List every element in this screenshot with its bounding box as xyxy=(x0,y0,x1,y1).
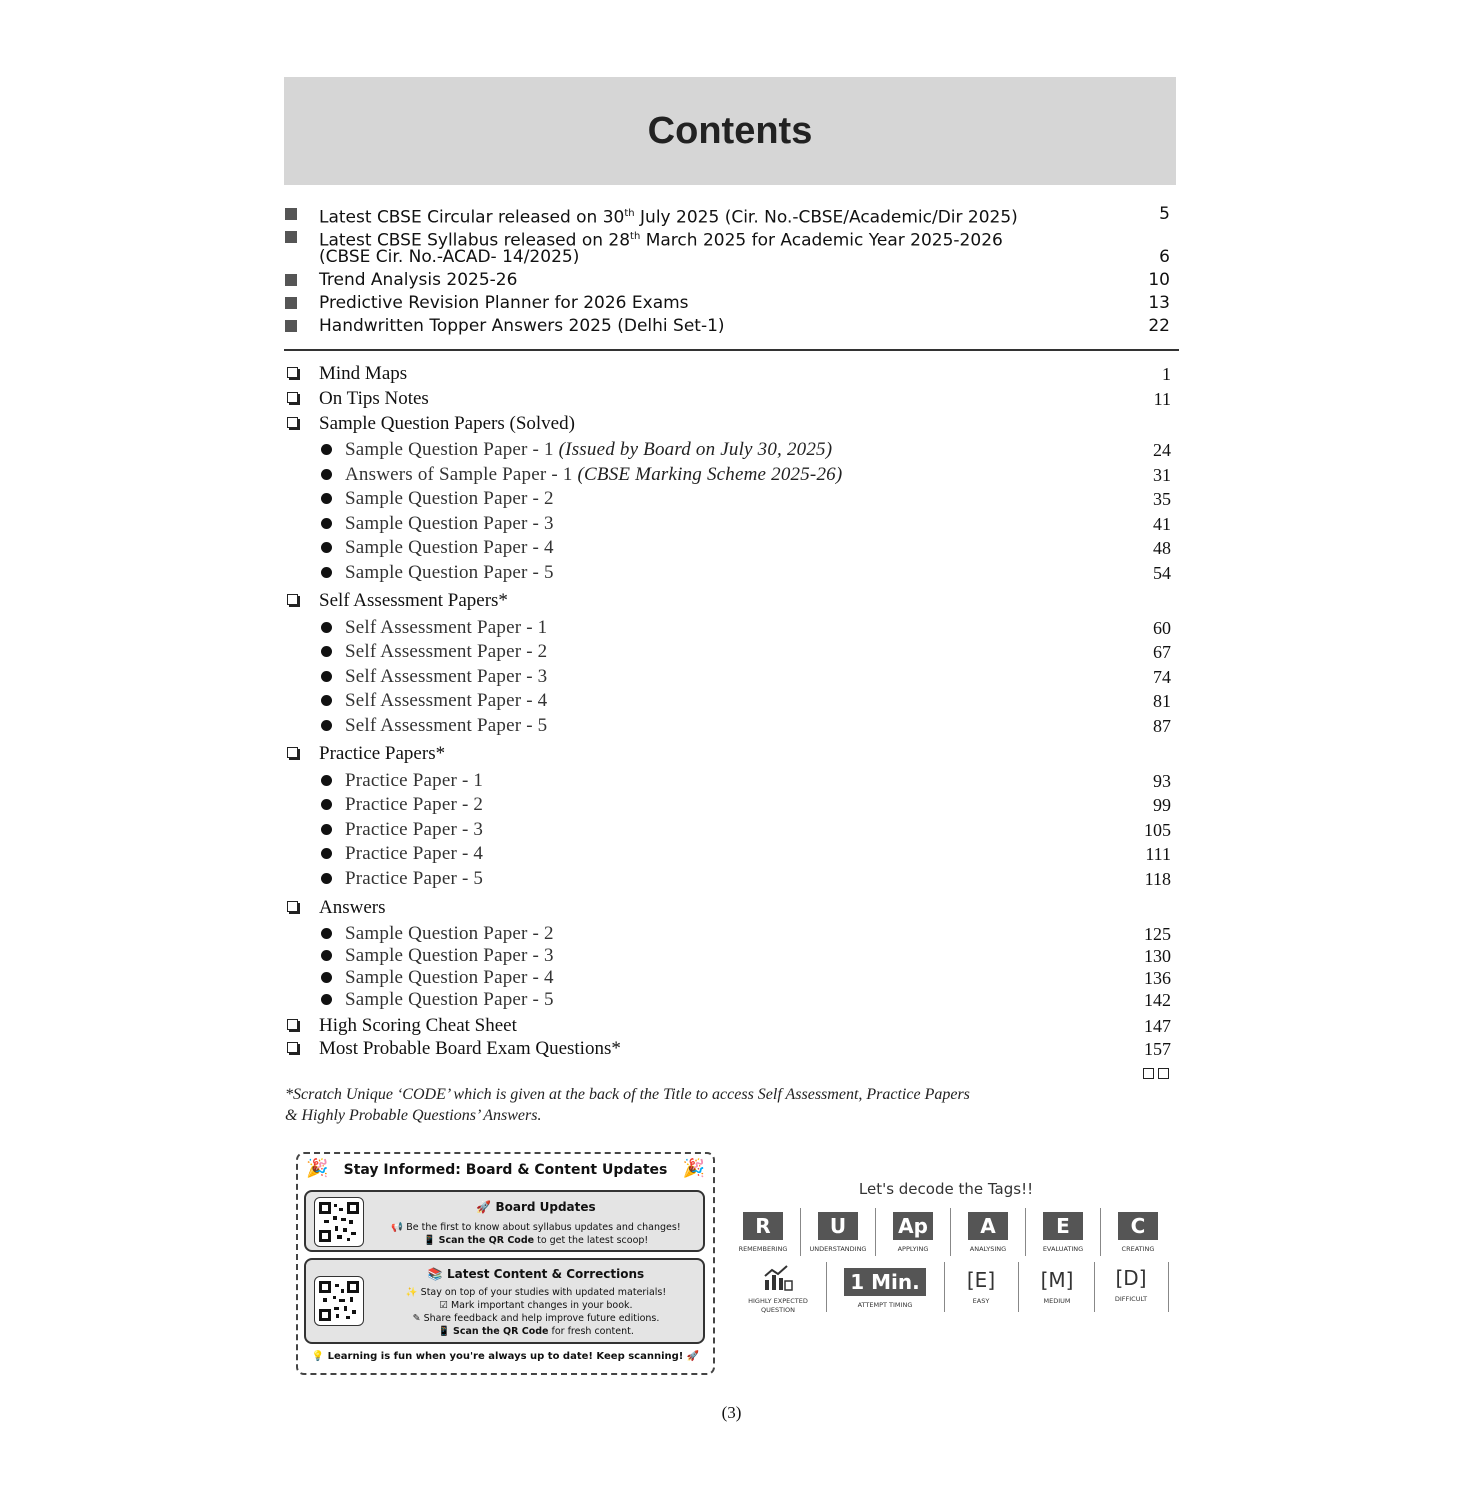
toc-page-number: 81 xyxy=(1153,691,1171,711)
tag-separator xyxy=(1018,1262,1019,1312)
toc-subitem[interactable] xyxy=(284,842,1176,866)
toc-page-number: 22 xyxy=(1148,316,1170,336)
round-bullet-icon xyxy=(321,518,332,529)
toc-page-number: 13 xyxy=(1148,293,1170,313)
checkbox-bullet-icon xyxy=(287,417,298,428)
toc-page-number: 67 xyxy=(1153,642,1171,662)
board-updates-line: to get the latest scoop! xyxy=(534,1235,649,1246)
toc-section-sample-papers[interactable] xyxy=(284,412,1176,436)
square-bullet-icon xyxy=(285,320,297,332)
content-updates-title: Latest Content & Corrections xyxy=(446,1267,645,1281)
checkbox-bullet-icon xyxy=(287,1019,298,1030)
toc-subitem-label: Self Assessment Paper - 1 xyxy=(345,617,548,638)
checkbox-bullet-icon xyxy=(287,594,298,605)
title-band xyxy=(284,77,1176,185)
toc-subitem-note: (CBSE Marking Scheme 2025-26) xyxy=(577,464,843,485)
tag-easy-label: [E] xyxy=(966,1268,996,1292)
tag-letter: C xyxy=(1118,1212,1158,1240)
toc-section-label: Practice Papers* xyxy=(319,743,446,764)
toc-subitem-label: Sample Question Paper - 3 xyxy=(345,945,554,966)
toc-subitem[interactable] xyxy=(284,616,1176,640)
toc-subitem[interactable] xyxy=(284,665,1176,689)
toc-section-label: Most Probable Board Exam Questions* xyxy=(319,1038,621,1059)
toc-section-self-assessment[interactable] xyxy=(284,589,1176,613)
rocket-icon: 🚀 xyxy=(686,1351,700,1362)
footnote-line: *Scratch Unique ‘CODE’ which is given at the back of the Title to access Self Assessment, Practice Papers xyxy=(285,1086,970,1103)
toc-item-text: Latest CBSE Circular released on 30 xyxy=(319,207,625,228)
toc-page-number: 157 xyxy=(1144,1039,1171,1059)
tag-caption: MEDIUM xyxy=(1043,1297,1071,1305)
toc-section-probable-questions[interactable] xyxy=(284,1037,1176,1061)
round-bullet-icon xyxy=(321,444,332,455)
square-bullet-icon xyxy=(285,297,297,309)
tag-one-minute-label: 1 Min. xyxy=(844,1268,925,1296)
round-bullet-icon xyxy=(321,469,332,480)
sparkle-icon: ✨ xyxy=(405,1287,418,1298)
toc-section-label: Answers xyxy=(319,897,386,918)
content-updates-panel xyxy=(304,1258,705,1344)
round-bullet-icon xyxy=(321,848,332,859)
round-bullet-icon xyxy=(321,567,332,578)
trending-chart-icon xyxy=(763,1264,793,1292)
content-updates-line: Share feedback and help improve future editions. xyxy=(423,1313,660,1324)
board-updates-title: Board Updates xyxy=(495,1200,596,1214)
tag-difficult xyxy=(1097,1266,1165,1303)
toc-section-label: On Tips Notes xyxy=(319,388,429,409)
toc-subitem[interactable] xyxy=(284,769,1176,793)
tag-difficult-label: [D] xyxy=(1115,1266,1147,1290)
toc-subitem-label: Sample Question Paper - 2 xyxy=(345,923,554,944)
toc-subitem[interactable] xyxy=(284,944,1176,968)
rocket-icon: 🚀 xyxy=(476,1200,492,1214)
tag-caption: ANALYSING xyxy=(969,1245,1007,1253)
tag-separator xyxy=(1168,1262,1169,1312)
toc-item-text-rest: July 2025 (Cir. No.-CBSE/Academic/Dir 2025) xyxy=(634,207,1018,228)
round-bullet-icon xyxy=(321,873,332,884)
round-bullet-icon xyxy=(321,775,332,786)
tag-medium-label: [M] xyxy=(1040,1268,1074,1292)
toc-subitem-label: Answers of Sample Paper - 1 xyxy=(345,464,578,485)
ordinal-suffix: th xyxy=(630,231,641,242)
ordinal-suffix: th xyxy=(624,208,635,219)
board-updates-panel xyxy=(304,1190,705,1252)
toc-page-number: 41 xyxy=(1153,514,1171,534)
toc-page-number: 5 xyxy=(1159,204,1170,224)
toc-page-number: 142 xyxy=(1144,990,1171,1010)
toc-subitem-label: Practice Paper - 1 xyxy=(345,770,484,791)
toc-subitem-label: Sample Question Paper - 5 xyxy=(345,562,554,583)
tag-caption: CREATING xyxy=(1121,1245,1155,1253)
round-bullet-icon xyxy=(321,972,332,983)
toc-page-number: 74 xyxy=(1153,667,1171,687)
party-popper-icon: 🎉 xyxy=(306,1158,329,1178)
round-bullet-icon xyxy=(321,542,332,553)
toc-item-circular[interactable] xyxy=(284,203,1176,227)
toc-subitem[interactable] xyxy=(284,463,1176,487)
toc-subitem[interactable] xyxy=(284,536,1176,560)
toc-item-text: Latest CBSE Syllabus released on 28 xyxy=(319,230,631,251)
footnote-line: & Highly Probable Questions’ Answers. xyxy=(285,1107,542,1124)
toc-section-label: High Scoring Cheat Sheet xyxy=(319,1015,517,1036)
toc-subitem[interactable] xyxy=(284,640,1176,664)
tag-separator xyxy=(944,1262,945,1312)
tag-one-minute xyxy=(834,1268,936,1309)
tag-separator xyxy=(1094,1262,1095,1312)
round-bullet-icon xyxy=(321,695,332,706)
toc-page-number: 11 xyxy=(1153,389,1171,409)
toc-item-topper-answers[interactable] xyxy=(284,315,1176,339)
toc-page-number: 111 xyxy=(1145,844,1171,864)
tag-highly-expected xyxy=(738,1264,818,1314)
footnote xyxy=(285,1084,1085,1126)
toc-section-cheat-sheet[interactable] xyxy=(284,1014,1176,1038)
toc-page-number: 130 xyxy=(1144,946,1171,966)
toc-item-text-line2: (CBSE Cir. No.-ACAD- 14/2025) xyxy=(319,247,580,267)
tag-evaluating xyxy=(1026,1210,1100,1253)
toc-subitem-label: Practice Paper - 3 xyxy=(345,819,484,840)
toc-section-tips-notes[interactable] xyxy=(284,387,1176,411)
tag-letter: Ap xyxy=(893,1212,933,1240)
toc-page-number: 118 xyxy=(1144,869,1171,889)
party-popper-icon: 🎉 xyxy=(682,1158,705,1178)
tag-letter: U xyxy=(818,1212,858,1240)
tag-caption: ATTEMPT TIMING xyxy=(857,1301,913,1309)
toc-section-mind-maps[interactable] xyxy=(284,362,1176,386)
round-bullet-icon xyxy=(321,994,332,1005)
toc-section-answers[interactable] xyxy=(284,896,1176,920)
toc-subitem[interactable] xyxy=(284,689,1176,713)
toc-item-trend-analysis[interactable] xyxy=(284,269,1176,293)
toc-item-syllabus[interactable] xyxy=(284,226,1176,270)
toc-page-number: 35 xyxy=(1153,489,1171,509)
toc-page-number: 54 xyxy=(1153,563,1171,583)
round-bullet-icon xyxy=(321,646,332,657)
tag-caption: EASY xyxy=(972,1297,990,1305)
round-bullet-icon xyxy=(321,671,332,682)
tag-remembering xyxy=(726,1210,800,1253)
toc-subitem-label: Sample Question Paper - 4 xyxy=(345,537,554,558)
qr-code-icon[interactable] xyxy=(314,1276,364,1326)
tag-caption: QUESTION xyxy=(761,1306,795,1314)
updates-box xyxy=(296,1152,715,1375)
round-bullet-icon xyxy=(321,799,332,810)
toc-subitem-label: Practice Paper - 5 xyxy=(345,868,484,889)
round-bullet-icon xyxy=(321,950,332,961)
toc-subitem[interactable] xyxy=(284,818,1176,842)
tag-caption: UNDERSTANDING xyxy=(809,1245,867,1253)
toc-subitem-label: Self Assessment Paper - 3 xyxy=(345,666,548,687)
tags-heading: Let's decode the Tags!! xyxy=(858,1180,1034,1198)
megaphone-icon: 📢 xyxy=(391,1222,404,1233)
toc-subitem[interactable] xyxy=(284,793,1176,817)
toc-subitem-label: Self Assessment Paper - 4 xyxy=(345,690,548,711)
tag-separator xyxy=(826,1262,827,1312)
checkbox-bullet-icon xyxy=(287,901,298,912)
checkbox-bullet-icon xyxy=(287,747,298,758)
toc-section-practice-papers[interactable] xyxy=(284,742,1176,766)
square-bullet-icon xyxy=(285,274,297,286)
toc-page-number: 105 xyxy=(1144,820,1171,840)
page-number: (3) xyxy=(721,1403,742,1422)
toc-page-number: 60 xyxy=(1153,618,1171,638)
scan-qr-text: Scan the QR Code xyxy=(438,1235,535,1246)
toc-section-label: Mind Maps xyxy=(319,363,408,384)
toc-subitem-label: Sample Question Paper - 5 xyxy=(345,989,554,1010)
learning-tagline: Learning is fun when you're always up to date! Keep scanning! xyxy=(327,1351,684,1362)
content-updates-line: for fresh content. xyxy=(548,1326,634,1337)
toc-page-number: 24 xyxy=(1153,440,1171,460)
scan-qr-text: Scan the QR Code xyxy=(453,1326,549,1337)
tag-creating xyxy=(1101,1210,1175,1253)
round-bullet-icon xyxy=(321,622,332,633)
round-bullet-icon xyxy=(321,824,332,835)
toc-subitem[interactable] xyxy=(284,512,1176,536)
tag-easy xyxy=(947,1268,1015,1305)
toc-subitem[interactable] xyxy=(284,487,1176,511)
tag-understanding xyxy=(801,1210,875,1253)
phone-icon: 📱 xyxy=(438,1326,450,1337)
toc-item-text: Predictive Revision Planner for 2026 Exams xyxy=(319,293,689,313)
tag-caption: REMEMBERING xyxy=(738,1245,788,1253)
toc-item-text: Trend Analysis 2025-26 xyxy=(319,270,518,290)
toc-subitem-label: Sample Question Paper - 4 xyxy=(345,967,554,988)
toc-page-number: 87 xyxy=(1153,716,1171,736)
toc-subitem-note: (Issued by Board on July 30, 2025) xyxy=(558,439,833,460)
tag-letter: A xyxy=(968,1212,1008,1240)
toc-subitem[interactable] xyxy=(284,922,1176,946)
toc-item-text-rest: March 2025 for Academic Year 2025-2026 xyxy=(640,230,1003,251)
toc-page-number: 10 xyxy=(1148,270,1170,290)
phone-icon: 📱 xyxy=(423,1235,436,1246)
content-updates-line: Stay on top of your studies with updated materials! xyxy=(420,1287,667,1298)
checkmark-icon: ☑ xyxy=(439,1300,448,1311)
toc-subitem-label: Practice Paper - 4 xyxy=(345,843,484,864)
updates-title: Stay Informed: Board & Content Updates xyxy=(343,1162,668,1178)
toc-page-number: 6 xyxy=(1159,247,1170,267)
checkbox-bullet-icon xyxy=(287,367,298,378)
tag-medium xyxy=(1021,1268,1093,1305)
toc-page-number: 31 xyxy=(1153,465,1171,485)
toc-subitem[interactable] xyxy=(284,561,1176,585)
toc-subitem[interactable] xyxy=(284,438,1176,462)
tag-caption: DIFFICULT xyxy=(1114,1295,1148,1303)
tag-caption: EVALUATING xyxy=(1042,1245,1084,1253)
toc-item-text: Handwritten Topper Answers 2025 (Delhi Set-1) xyxy=(319,316,725,336)
toc-page-number: 1 xyxy=(1162,364,1171,384)
square-bullet-icon xyxy=(285,231,297,243)
section-divider xyxy=(284,349,1179,351)
toc-subitem[interactable] xyxy=(284,867,1176,891)
round-bullet-icon xyxy=(321,493,332,504)
tag-letter: E xyxy=(1043,1212,1083,1240)
toc-subitem-label: Self Assessment Paper - 2 xyxy=(345,641,548,662)
toc-section-label: Self Assessment Papers* xyxy=(319,590,508,611)
toc-subitem-label: Sample Question Paper - 3 xyxy=(345,513,554,534)
round-bullet-icon xyxy=(321,928,332,939)
tag-analysing xyxy=(951,1210,1025,1253)
toc-section-label: Sample Question Papers (Solved) xyxy=(319,413,575,434)
toc-subitem[interactable] xyxy=(284,988,1176,1012)
toc-page-number: 136 xyxy=(1144,968,1171,988)
toc-page-number: 48 xyxy=(1153,538,1171,558)
tag-caption: APPLYING xyxy=(897,1245,929,1253)
round-bullet-icon xyxy=(321,720,332,731)
toc-subitem-label: Sample Question Paper - 2 xyxy=(345,488,554,509)
toc-item-revision-planner[interactable] xyxy=(284,292,1176,316)
toc-subitem[interactable] xyxy=(284,966,1176,990)
toc-subitem[interactable] xyxy=(284,714,1176,738)
qr-code-icon[interactable] xyxy=(314,1197,364,1247)
tag-caption: HIGHLY EXPECTED xyxy=(748,1297,808,1305)
toc-page-number: 99 xyxy=(1153,795,1171,815)
page-title: Contents xyxy=(647,110,813,152)
checkbox-bullet-icon xyxy=(287,392,298,403)
content-updates-line: Mark important changes in your book. xyxy=(450,1300,633,1311)
toc-subitem-label: Sample Question Paper - 1 xyxy=(345,439,559,460)
toc-page-number: 147 xyxy=(1144,1016,1171,1036)
checkbox-bullet-icon xyxy=(287,1042,298,1053)
toc-page-number: 125 xyxy=(1144,924,1171,944)
tag-letter: R xyxy=(743,1212,783,1240)
toc-subitem-label: Practice Paper - 2 xyxy=(345,794,484,815)
end-marks-icon xyxy=(1143,1066,1173,1084)
tag-applying xyxy=(876,1210,950,1253)
pencil-icon: ✎ xyxy=(412,1313,421,1324)
toc-subitem-label: Self Assessment Paper - 5 xyxy=(345,715,548,736)
board-updates-line: Be the first to know about syllabus updates and changes! xyxy=(406,1222,681,1233)
lightbulb-icon: 💡 xyxy=(311,1351,325,1362)
square-bullet-icon xyxy=(285,208,297,220)
books-icon: 📚 xyxy=(427,1267,443,1281)
toc-page-number: 93 xyxy=(1153,771,1171,791)
